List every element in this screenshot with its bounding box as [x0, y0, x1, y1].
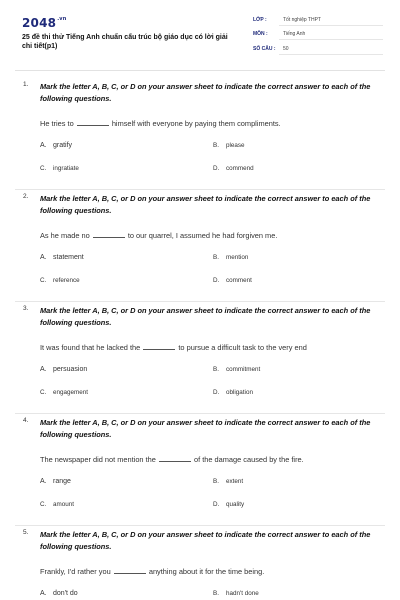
sentence-after: to pursue a difficult task to the very end	[178, 343, 307, 352]
sentence-before: He tries to	[40, 119, 74, 128]
option-text: don't do	[53, 590, 78, 597]
question-instruction: Mark the letter A, B, C, or D on your answer sheet to indicate the correct answer to each of the following questions.	[40, 530, 371, 551]
option-c[interactable]	[40, 389, 88, 396]
option-text: mention	[226, 254, 249, 261]
sentence-before: The newspaper did not mention the	[40, 455, 156, 464]
question-instruction: Mark the letter A, B, C, or D on your answer sheet to indicate the correct answer to each of the following questions.	[40, 82, 371, 103]
option-c[interactable]	[40, 165, 79, 172]
option-a[interactable]	[40, 254, 84, 261]
question-number: 5.	[23, 529, 29, 536]
meta-underline	[279, 39, 383, 40]
option-b[interactable]	[213, 142, 245, 149]
answer-blank	[159, 455, 191, 462]
answer-blank	[143, 343, 175, 350]
option-letter: D.	[213, 277, 220, 284]
question-sentence	[40, 231, 385, 240]
option-letter: B.	[213, 142, 219, 149]
option-text: gratify	[53, 142, 73, 149]
option-c[interactable]	[40, 501, 74, 508]
question-divider	[15, 525, 385, 526]
option-text: persuasion	[53, 366, 88, 373]
option-text: statement	[53, 254, 84, 261]
option-letter: C.	[40, 501, 47, 508]
option-b[interactable]	[213, 590, 259, 597]
option-text: hadn't done	[226, 590, 259, 597]
meta-value: Tốt nghiệp THPT	[283, 17, 321, 23]
question-instruction: Mark the letter A, B, C, or D on your answer sheet to indicate the correct answer to each of the following questions.	[40, 306, 371, 327]
meta-label: LỚP :	[253, 17, 267, 23]
option-text: commitment	[226, 366, 261, 373]
option-letter: A.	[40, 366, 47, 373]
question-sentence	[40, 343, 385, 352]
meta-label: SỐ CÂU :	[253, 46, 276, 52]
option-text: comment	[226, 277, 252, 284]
logo-suffix: .vn	[57, 16, 67, 22]
option-letter: B.	[213, 478, 219, 485]
question-number: 4.	[23, 417, 29, 424]
option-d[interactable]	[213, 277, 252, 284]
option-text: amount	[53, 501, 75, 508]
question-instruction: Mark the letter A, B, C, or D on your answer sheet to indicate the correct answer to each of the following questions.	[40, 194, 371, 215]
logo-text: 2048	[22, 16, 57, 30]
option-text: ingratiate	[53, 165, 79, 172]
question-instruction: Mark the letter A, B, C, or D on your answer sheet to indicate the correct answer to each of the following questions.	[40, 418, 371, 439]
option-letter: B.	[213, 254, 219, 261]
meta-underline	[279, 54, 383, 55]
option-text: engagement	[53, 389, 89, 396]
option-letter: C.	[40, 165, 47, 172]
option-letter: A.	[40, 478, 47, 485]
question-sentence	[40, 455, 385, 464]
option-text: quality	[226, 501, 245, 508]
meta-label: MÔN :	[253, 31, 268, 37]
option-c[interactable]	[40, 277, 80, 284]
option-text: range	[53, 478, 71, 485]
option-letter: B.	[213, 366, 219, 373]
answer-blank	[114, 567, 146, 574]
option-d[interactable]	[213, 165, 254, 172]
sentence-after: to our quarrel, I assumed he had forgiven me.	[127, 231, 278, 240]
option-letter: A.	[40, 142, 47, 149]
option-text: extent	[226, 478, 244, 485]
question-sentence	[40, 119, 385, 128]
option-text: commend	[226, 165, 254, 172]
option-text: obligation	[226, 389, 253, 396]
sentence-after: himself with everyone by paying them compliments.	[111, 119, 281, 128]
question-sentence	[40, 567, 385, 576]
sentence-after: anything about it for the time being.	[148, 567, 265, 576]
option-b[interactable]	[213, 254, 248, 261]
option-letter: A.	[40, 590, 47, 597]
page-header	[0, 0, 400, 72]
sentence-after: of the damage caused by the fire.	[194, 455, 304, 464]
option-a[interactable]	[40, 478, 71, 485]
answer-blank	[93, 231, 125, 238]
question-divider	[15, 413, 385, 414]
sentence-before: It was found that he lacked the	[40, 343, 141, 352]
sentence-before: As he made no	[40, 231, 90, 240]
document-title: 25 đề thi thử Tiếng Anh chuẩn cấu trúc bộ giáo dục có lời giải chi tiết(p1)	[22, 34, 228, 50]
option-letter: C.	[40, 277, 47, 284]
option-letter: D.	[213, 501, 220, 508]
question-number: 2.	[23, 193, 29, 200]
option-letter: D.	[213, 389, 220, 396]
option-a[interactable]	[40, 142, 72, 149]
meta-underline	[279, 25, 383, 26]
question-divider	[15, 301, 385, 302]
site-logo[interactable]	[22, 16, 67, 30]
option-letter: B.	[213, 590, 219, 597]
question-divider	[15, 189, 385, 190]
meta-value: Tiếng Anh	[283, 31, 306, 37]
option-letter: A.	[40, 254, 47, 261]
meta-value: 50	[283, 46, 289, 52]
question-number: 3.	[23, 305, 29, 312]
option-letter: C.	[40, 389, 47, 396]
answer-blank	[77, 119, 109, 126]
question-number: 1.	[23, 81, 29, 88]
option-b[interactable]	[213, 366, 260, 373]
option-a[interactable]	[40, 590, 78, 597]
option-text: reference	[53, 277, 80, 284]
option-d[interactable]	[213, 389, 253, 396]
sentence-before: Frankly, I'd rather you	[40, 567, 111, 576]
option-b[interactable]	[213, 478, 243, 485]
option-text: please	[226, 142, 245, 149]
option-a[interactable]	[40, 366, 87, 373]
option-letter: D.	[213, 165, 220, 172]
option-d[interactable]	[213, 501, 244, 508]
header-divider	[15, 70, 385, 71]
